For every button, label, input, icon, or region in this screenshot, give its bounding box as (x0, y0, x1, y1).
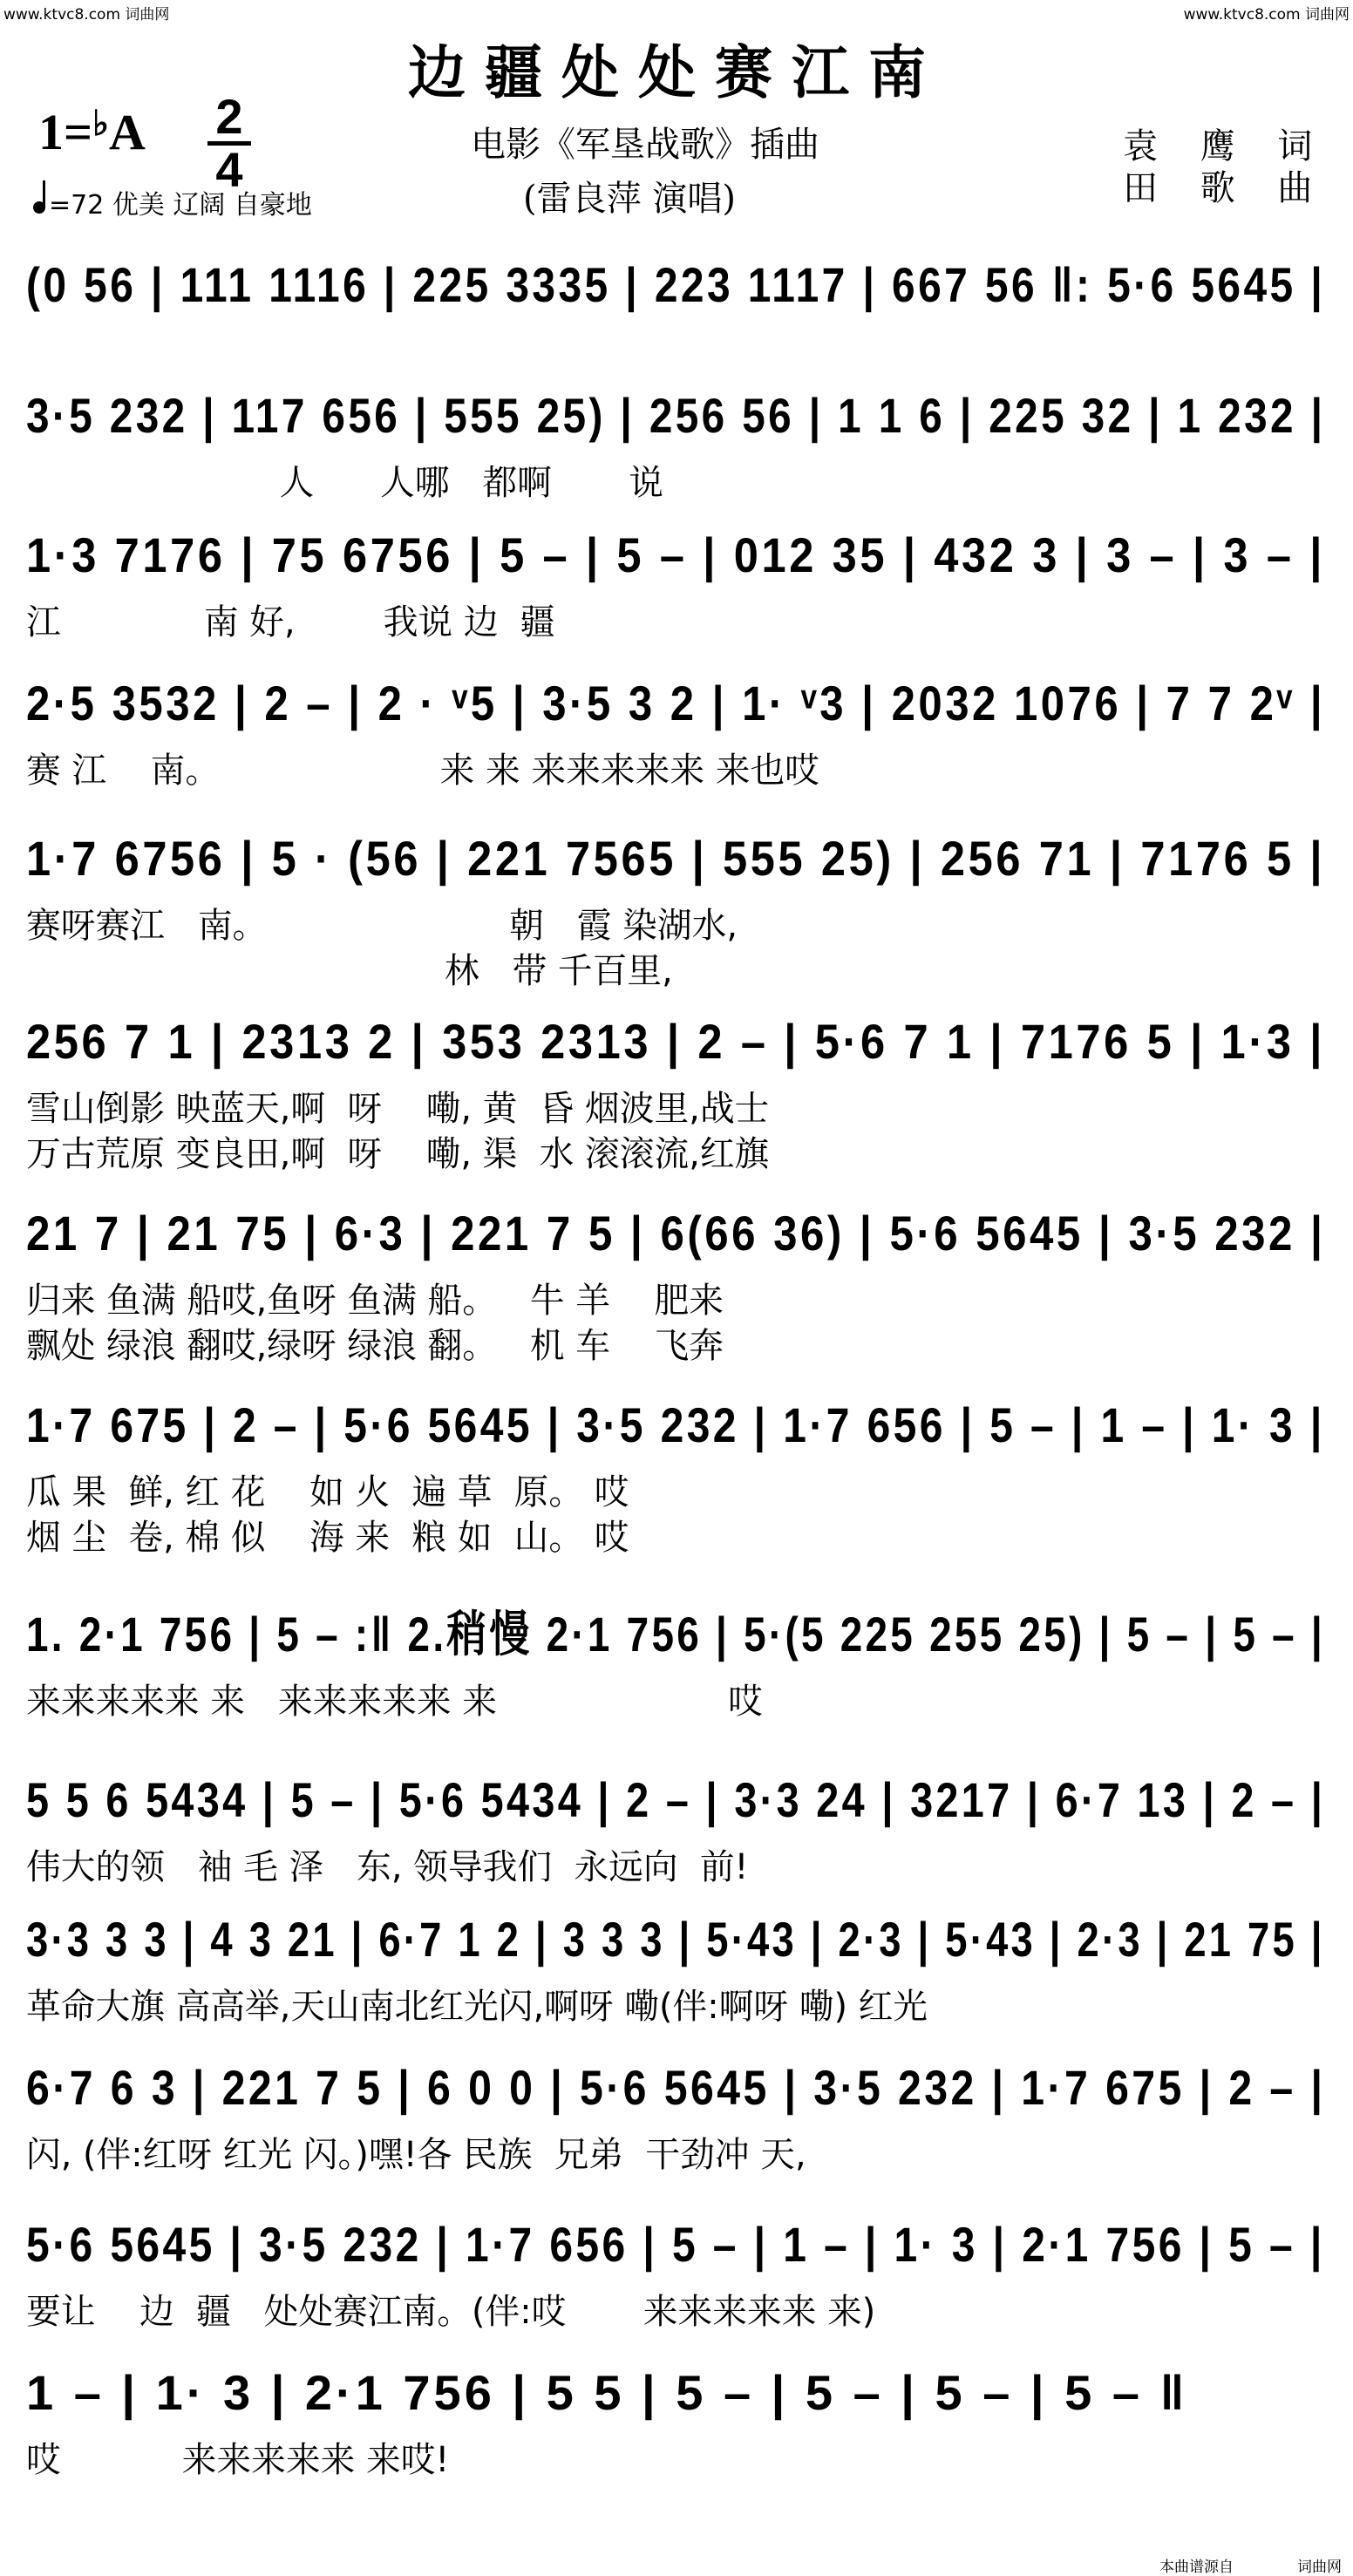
lyric-line: 江 南 好, 我说 边 疆 (26, 602, 555, 642)
lyric-line: 林 带 千百里, (26, 951, 673, 991)
lyric-line: 伟大的领 袖 毛 泽 东, 领导我们 永远向 前! (26, 1847, 749, 1887)
notation-text: 256 7 1 | 2313 2 | 353 2313 | 2 – | 5·6 7 1 | 7176 5 | 1·3 | (26, 1014, 1326, 1069)
lyric-line: 来来来来来 来 来来来来来 来 哎 (26, 1682, 763, 1722)
music-line (26, 1003, 1334, 1081)
music-line (26, 1900, 1334, 1979)
music-line (26, 2354, 1334, 2432)
watermark-right: www.ktvc8.com 词曲网 (1183, 6, 1350, 24)
music-line (26, 1595, 1334, 1674)
footer-site: 词曲网 (1297, 2559, 1342, 2576)
lyric-line: 归来 鱼满 船哎,鱼呀 鱼满 船。 牛 羊 肥来 (26, 1281, 724, 1321)
watermark-left: www.ktvc8.com 词曲网 (3, 6, 170, 24)
quarter-note-icon (33, 201, 45, 214)
notation-text: 3·5 232 | 117 656 | 555 25) | 256 56 | 1 1 6 | 225 32 | 1 232 | (26, 388, 1326, 443)
music-line (26, 377, 1334, 455)
notation-text: 5 5 6 5434 | 5 – | 5·6 5434 | 2 – | 3·3 24 | 3217 | 6·7 13 | 2 – | (26, 1772, 1326, 1827)
song-title: 边疆处处赛江南 (408, 38, 945, 106)
key-prefix: 1= (38, 104, 93, 160)
lyric-line: 雪山倒影 映蓝天,啊 呀 嘞, 黄 昏 烟波里,战士 (26, 1089, 770, 1129)
lyric-line: 飘处 绿浪 翻哎,绿呀 绿浪 翻。 机 车 飞奔 (26, 1326, 724, 1366)
notation-text: (0 56 | 111 1116 | 225 3335 | 223 1117 | 667 56 ‖: 5·6 5645 | (26, 257, 1326, 312)
lyric-line: 万古荒原 变良田,啊 呀 嘞, 渠 水 滚滚流,红旗 (26, 1134, 770, 1174)
music-line (26, 664, 1334, 743)
tempo-value: =72 (49, 190, 105, 221)
notation-text: 5·6 5645 | 3·5 232 | 1·7 656 | 5 – | 1 – | 1· 3 | 2·1 756 | 5 – | (26, 2217, 1325, 2272)
subtitle-line1: 电影《军垦战歌》插曲 (471, 125, 819, 165)
tempo-expression: 优美 辽阔 自豪地 (112, 190, 312, 221)
notation-text: 1·7 6756 | 5 · (56 | 221 7565 | 555 25) | 256 71 | 7176 5 | (26, 831, 1326, 886)
flat-sign: ♭ (92, 104, 109, 143)
lyric-line: 革命大旗 高高举,天山南北红光闪,啊呀 嘞(伴:啊呀 嘞) 红光 (26, 1987, 928, 2027)
music-line (26, 246, 1334, 324)
notation-text: 3·3 3 3 | 4 3 21 | 6·7 1 2 | 3 3 3 | 5·43 | 2·3 | 5·43 | 2·3 | 21 75 | (26, 1912, 1325, 1967)
lyric-line: 要让 边 疆 处处赛江南。(伴:哎 来来来来来 来) (26, 2292, 876, 2332)
time-top: 2 (215, 89, 243, 144)
lyric-line: 闪, (伴:红呀 红光 闪。)嘿!各 民族 兄弟 干劲冲 天, (26, 2135, 806, 2175)
notation-text: 1·7 675 | 2 – | 5·6 5645 | 3·5 232 | 1·7 656 | 5 – | 1 – | 1· 3 | (26, 1397, 1325, 1452)
key-note: A (108, 104, 146, 160)
lyricist-credit: 袁 鹰 词 (1123, 126, 1329, 167)
music-line (26, 2049, 1334, 2127)
lyric-line: 赛呀赛江 南。 朝 霞 染湖水, (26, 906, 738, 946)
notation-text: 1 – | 1· 3 | 2·1 756 | 5 5 | 5 – | 5 – | 5 – | 5 – ‖ (26, 2365, 1188, 2420)
music-line (26, 2206, 1334, 2284)
composer-credit: 田 歌 曲 (1123, 168, 1329, 208)
music-line (26, 1761, 1334, 1839)
tempo-marking (33, 183, 312, 221)
key-signature (38, 103, 146, 161)
music-line (26, 516, 1334, 595)
time-signature (207, 89, 251, 197)
lyric-line: 人 人哪 都啊 说 (26, 463, 663, 503)
time-bottom: 4 (215, 142, 243, 197)
notation-text: 6·7 6 3 | 221 7 5 | 6 0 0 | 5·6 5645 | 3·5 232 | 1·7 675 | 2 – | (26, 2060, 1326, 2115)
subtitle-line2: (雷良萍 演唱) (523, 179, 736, 219)
notation-text: 2·5 3532 | 2 – | 2 · ᵛ5 | 3·5 3 2 | 1· ᵛ3 | 2032 1076 | 7 7 2ᵛ | (26, 676, 1326, 731)
notation-text: 1·3 7176 | 75 6756 | 5 – | 5 – | 012 35 | 432 3 | 3 – | 3 – | (26, 527, 1326, 582)
music-line (26, 1386, 1334, 1465)
music-line (26, 819, 1334, 898)
footer-source: 本曲谱源自 (1159, 2559, 1234, 2576)
lyric-line: 瓜 果 鲜, 红 花 如 火 遍 草 原。 哎 (26, 1472, 629, 1512)
lyric-line (26, 330, 1325, 375)
notation-text: 1. 2·1 756 | 5 – :‖ 2.稍慢 2·1 756 | 5·(5 225 255 25) | 5 – | 5 – | (26, 1607, 1325, 1662)
lyric-line: 烟 尘 卷, 棉 似 海 来 粮 如 山。 哎 (26, 1518, 629, 1558)
lyric-line: 赛 江 南。 来 来 来来来来来 来也哎 (26, 751, 819, 791)
notation-text: 21 7 | 21 75 | 6·3 | 221 7 5 | 6(66 36) | 5·6 5645 | 3·5 232 | (26, 1206, 1326, 1261)
lyric-line: 哎 来来来来来 来哎! (26, 2440, 450, 2480)
music-line (26, 1194, 1334, 1273)
